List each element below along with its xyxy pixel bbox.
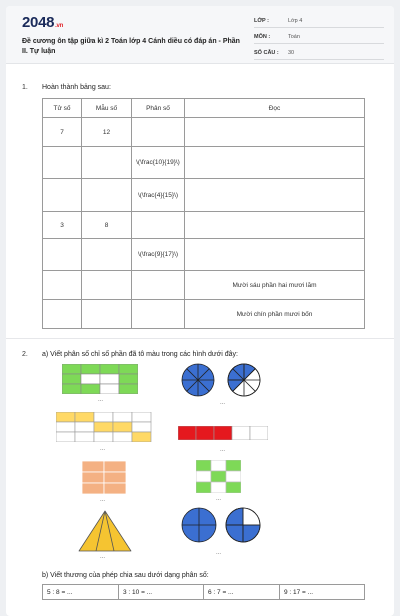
division-cell: 5 : 8 = ... <box>43 585 119 600</box>
answer-blank: ... <box>100 446 106 452</box>
cell <box>132 300 185 329</box>
cell: 3 <box>43 212 82 239</box>
cell <box>132 271 185 300</box>
cell <box>82 239 132 271</box>
meta-question-count: SỐ CÂU : 30 <box>254 48 384 60</box>
cell: \(\frac{10}{19}\) <box>132 147 185 179</box>
question-2-part-b: b) Viết thương của phép chia sau dưới dạng phân số: <box>42 572 209 579</box>
table-row <box>43 118 365 147</box>
table-row <box>43 300 365 329</box>
answer-blank: ... <box>216 550 222 556</box>
figure-red-bar <box>178 426 268 440</box>
fraction-table <box>42 98 365 329</box>
figure-green-checker <box>196 460 241 493</box>
header-numerator: Tử số <box>43 99 82 118</box>
answer-blank: ... <box>98 397 104 403</box>
answer-blank: ... <box>100 497 106 503</box>
document-title: Đề cương ôn tập giữa kì 2 Toán lớp 4 Cánh diều có đáp án - Phần II. Tự luận <box>22 38 240 55</box>
cell <box>43 239 82 271</box>
table-row <box>43 212 365 239</box>
division-table <box>42 584 365 600</box>
header-fraction: Phân số <box>132 99 185 118</box>
cell <box>185 212 365 239</box>
cell <box>185 179 365 212</box>
figure-blue-circles <box>180 362 270 398</box>
figure-yellow-triangle <box>78 510 132 552</box>
header-denominator: Mẫu số <box>82 99 132 118</box>
cell <box>43 179 82 212</box>
section-divider <box>6 338 394 339</box>
question-1-number: 1. <box>22 84 28 91</box>
cell: 8 <box>82 212 132 239</box>
meta-subject: MÔN : Toán <box>254 32 384 44</box>
division-cell: 9 : 17 = ... <box>279 585 364 600</box>
cell <box>185 118 365 147</box>
header <box>6 6 394 64</box>
table-row <box>43 585 365 600</box>
cell: 7 <box>43 118 82 147</box>
figure-blue-quarter-circles <box>180 506 264 544</box>
figure-yellow-grid <box>56 412 152 442</box>
answer-blank: ... <box>220 400 226 406</box>
table-row <box>43 147 365 179</box>
cell: Mười chín phần mươi bốn <box>185 300 365 329</box>
cell <box>185 147 365 179</box>
cell <box>82 147 132 179</box>
cell <box>43 147 82 179</box>
cell: 12 <box>82 118 132 147</box>
table-row <box>43 179 365 212</box>
site-logo[interactable]: 2048.vn <box>22 14 63 31</box>
division-cell: 6 : 7 = ... <box>203 585 279 600</box>
cell <box>82 271 132 300</box>
division-cell: 3 : 10 = ... <box>119 585 204 600</box>
header-reading: Đọc <box>185 99 365 118</box>
cell <box>132 118 185 147</box>
cell: \(\frac{4}{15}\) <box>132 179 185 212</box>
cell <box>82 179 132 212</box>
cell <box>132 212 185 239</box>
cell: \(\frac{9}{17}\) <box>132 239 185 271</box>
figure-green-grid <box>62 364 138 394</box>
cell <box>43 300 82 329</box>
table-header-row <box>43 99 365 118</box>
cell <box>185 239 365 271</box>
meta-grade: LỚP : Lớp 4 <box>254 16 384 28</box>
answer-blank: ... <box>216 496 222 502</box>
page <box>6 6 394 616</box>
cell: Mười sáu phần hai mươi lăm <box>185 271 365 300</box>
cell <box>43 271 82 300</box>
table-row <box>43 271 365 300</box>
question-1-prompt: Hoàn thành bảng sau: <box>42 84 111 91</box>
answer-blank: ... <box>220 447 226 453</box>
cell <box>82 300 132 329</box>
table-row <box>43 239 365 271</box>
answer-blank: ... <box>100 554 106 560</box>
question-2-part-a: a) Viết phân số chỉ số phần đã tô màu trong các hình dưới đây: <box>42 351 238 358</box>
question-2-number: 2. <box>22 351 28 358</box>
figure-orange-grid <box>82 461 126 494</box>
